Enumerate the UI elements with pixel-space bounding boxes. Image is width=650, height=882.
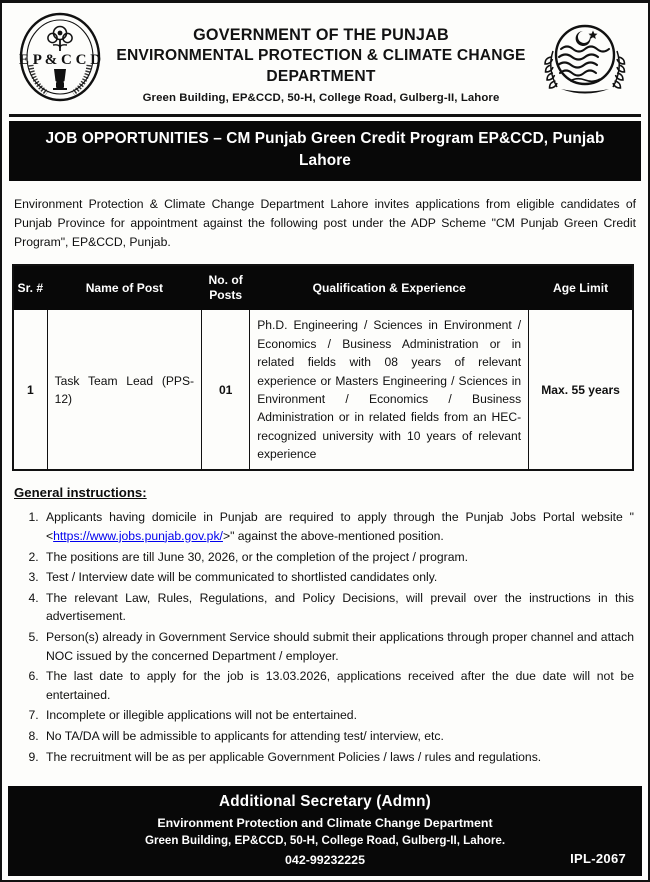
header-titles: [110, 11, 532, 104]
punjab-government-emblem-icon: [532, 11, 638, 103]
org-line-3: DEPARTMENT: [266, 67, 376, 85]
instruction-1-suffix: >" against the above-mentioned position.: [222, 528, 444, 543]
footer-reference-number: IPL-2067: [570, 851, 626, 866]
footer-phone: 042-99232225: [285, 853, 365, 867]
cell-qualification: Ph.D. Engineering / Sciences in Environment / Economics / Business Administration or in related fields with 08 years of relevant experience or Masters Engineering / Sciences in Environment / Economics / Business Administration or in related fields from an HEC-recognized university with 10 years of relevant experience: [250, 310, 529, 471]
org-line-2: ENVIRONMENTAL PROTECTION & CLIMATE CHANGE: [116, 47, 526, 65]
instruction-item-2: 2. The positions are till June 30, 2026, or the completion of the project / program.: [42, 548, 634, 566]
instruction-item-9: 9. The recruitment will be as per applicable Government Policies / laws / rules and regulations.: [42, 748, 634, 766]
org-line-1: GOVERNMENT OF THE PUNJAB: [193, 26, 449, 44]
column-header-qualification: Qualification & Experience: [250, 265, 529, 310]
svg-text:E P & C C D: E P & C C D: [18, 52, 102, 68]
table-header-row: [13, 265, 633, 310]
page-header: [2, 3, 648, 111]
column-header-post: Name of Post: [47, 265, 201, 310]
epccd-emblem-icon: [10, 11, 110, 103]
header-address: Green Building, EP&CCD, 50-H, College Road, Gulberg-II, Lahore: [142, 91, 500, 104]
column-header-posts: No. of Posts: [202, 265, 250, 310]
instruction-item-7: 7. Incomplete or illegible applications will not be entertained.: [42, 706, 634, 724]
instruction-item-6: 6. The last date to apply for the job is 13.03.2026, applications received after the due date will not be entertained.: [42, 667, 634, 704]
cell-post-name: Task Team Lead (PPS-12): [47, 310, 201, 471]
column-header-age: Age Limit: [529, 265, 633, 310]
instruction-1-prefix: Applicants having domicile in Punjab are required to apply through the Punjab Jobs Portal website "<: [46, 510, 634, 543]
column-header-sr: Sr. #: [13, 265, 47, 310]
instruction-item-5: 5. Person(s) already in Government Service should submit their applications through proper channel and attach NOC issued by the concerned Department / employer.: [42, 628, 634, 665]
general-instructions-heading: General instructions:: [14, 485, 147, 501]
cell-age-limit: Max. 55 years: [529, 310, 633, 471]
table-body: [13, 310, 633, 471]
cell-sr: 1: [13, 310, 47, 471]
instruction-item-8: 8. No TA/DA will be admissible to applicants for attending test/ interview, etc.: [42, 727, 634, 745]
instruction-item-4: 4. The relevant Law, Rules, Regulations, and Policy Decisions, will prevail over the instructions in this advertisement.: [42, 589, 634, 626]
footer-signatory-title: Additional Secretary (Admn): [219, 793, 431, 810]
cell-number-of-posts: 01: [202, 310, 250, 471]
footer-address: Green Building, EP&CCD, 50-H, College Road, Gulberg-II, Lahore.: [144, 834, 506, 847]
posts-table: [12, 264, 634, 471]
punjab-jobs-portal-link[interactable]: https://www.jobs.punjab.gov.pk/: [53, 528, 223, 543]
footer-department: Environment Protection and Climate Change Department: [157, 816, 493, 830]
table-row: [13, 310, 633, 471]
job-opportunities-banner: JOB OPPORTUNITIES – CM Punjab Green Credit Program EP&CCD, Punjab Lahore: [9, 121, 641, 181]
table-header: [13, 265, 633, 310]
intro-paragraph: Environment Protection & Climate Change Department Lahore invites applications from eligible candidates of Punjab Province for appointment against the following post under the ADP Scheme "CM Punjab Green Credit Program", EP&CCD, Punjab.: [14, 196, 636, 249]
instruction-item-3: 3. Test / Interview date will be communicated to shortlisted candidates only.: [42, 568, 634, 586]
footer-contact-row: [18, 851, 632, 868]
header-divider: [9, 114, 641, 117]
general-instructions-list: [16, 508, 634, 766]
page-footer: [8, 786, 642, 876]
instruction-item-1: [42, 508, 634, 545]
